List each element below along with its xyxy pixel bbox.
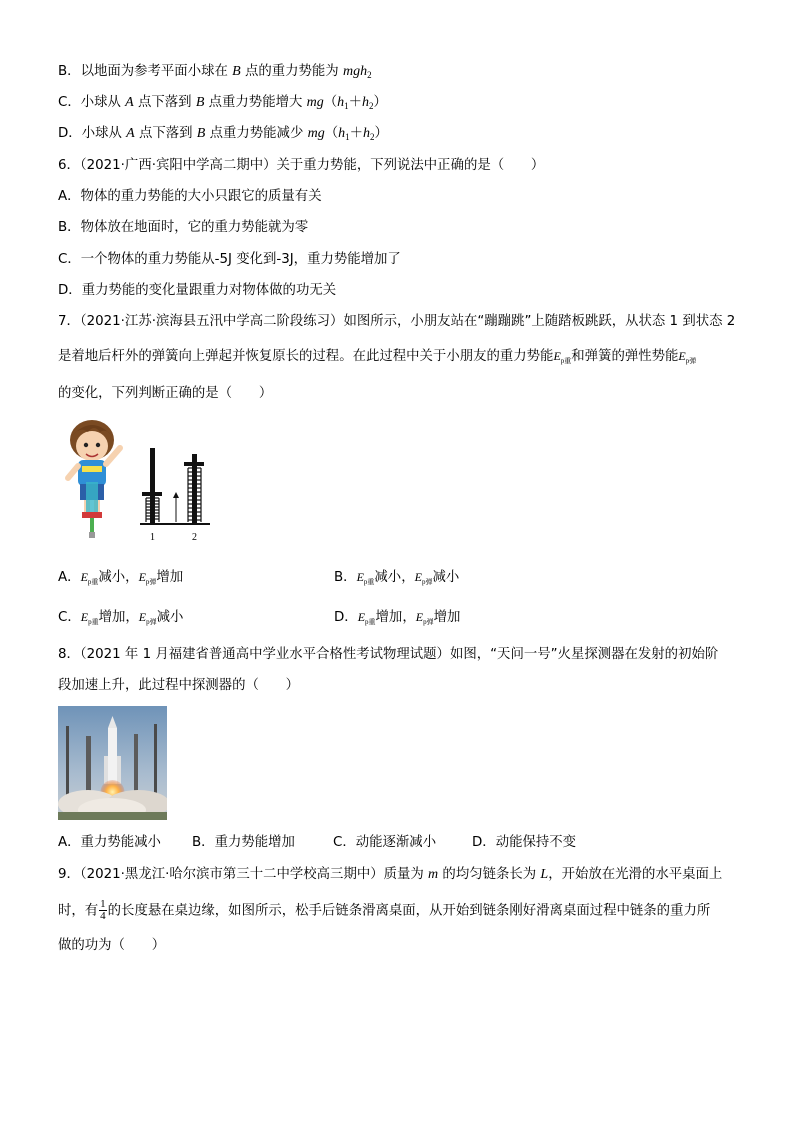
ep-gravity-symbol: $E_{p重}$ xyxy=(80,570,99,586)
q8-option-a: A．重力势能减小 xyxy=(58,835,161,850)
rocket-launch-photo xyxy=(58,706,167,820)
q9-stem2b: 的长度悬在桌边缘，如图所示，松手后链条滑离桌面，从开始到链条刚好滑离桌面过程中链条的重力所 xyxy=(107,903,711,919)
q7-stem2a: 是着地后杆外的弹簧向上弹起并恢复原长的过程。在此过程中关于小朋友的重力势能 xyxy=(58,349,554,364)
ep-gravity-symbol: $E_{p重}$ xyxy=(80,610,99,626)
q9-stem-line1 xyxy=(58,865,722,885)
q5-b-mgh: mgh xyxy=(342,64,368,79)
q9-stem-line3: 做的功为（ ） xyxy=(58,938,166,953)
q6-option-b: B．物体放在地面时，它的重力势能就为零 xyxy=(58,220,309,235)
ep-elastic-symbol: $E_{p弹}$ xyxy=(414,570,433,586)
q9-fraction: $\frac{1}{4}$ xyxy=(100,898,106,922)
ep-elastic-symbol: $E_{p弹}$ xyxy=(138,610,157,626)
q9-stem1c: ，开始放在光滑的水平桌面上 xyxy=(548,867,723,882)
q5-c-a: A xyxy=(125,95,134,110)
q5-d-plus: ＋ xyxy=(349,126,363,141)
q5-d-paren: （ xyxy=(324,126,339,141)
q5-d-b: B xyxy=(196,126,206,141)
q5-d-mg: mg xyxy=(307,126,325,141)
q7-stem-line2 xyxy=(58,346,696,371)
state-2-diagram xyxy=(184,454,204,524)
ep-elastic-symbol: $E_{p弹}$ xyxy=(678,349,697,365)
q7-option-b: B．$E_{p重}$减小，$E_{p弹}$减小 xyxy=(334,570,460,586)
q6-option-d: D．重力势能的变化量跟重力对物体做的功无关 xyxy=(58,283,337,298)
q5-d-h1: h xyxy=(338,126,346,141)
q9-stem1b: 的均匀链条长为 xyxy=(438,867,541,882)
q5-d-text: D．小球从 xyxy=(58,126,127,141)
q5-c-h2: h xyxy=(362,95,370,110)
q8-option-b: B．重力势能增加 xyxy=(192,835,295,850)
q7-option-d: D．$E_{p重}$增加，$E_{p弹}$增加 xyxy=(334,610,461,626)
state-1-diagram xyxy=(142,448,162,524)
q5-c-mg: mg xyxy=(306,95,324,110)
q5-c-s1: 1 xyxy=(344,101,349,111)
q5-c-b: B xyxy=(195,95,205,110)
q9-mass-var: m xyxy=(428,867,439,882)
q9-stem2a: 时，有 xyxy=(58,903,99,919)
ep-elastic-symbol: $E_{p弹}$ xyxy=(415,610,434,626)
q5-c-text: C．小球从 xyxy=(58,95,126,110)
q9-length-var: L xyxy=(540,867,549,882)
q5-b-var: B xyxy=(232,64,241,79)
q7-stem2b: 和弹簧的弹性势能 xyxy=(571,349,679,364)
q5-d-a: A xyxy=(126,126,135,141)
q5-d-close: ） xyxy=(374,126,388,141)
ep-elastic-symbol: $E_{p弹}$ xyxy=(138,570,157,586)
q5-c-mid1: 点下落到 xyxy=(133,95,196,110)
q7-stem-line3: 的变化，下列判断正确的是（ ） xyxy=(58,386,273,401)
q6-stem: 6．（2021·广西·宾阳中学高二期中）关于重力势能，下列说法中正确的是（ ） xyxy=(58,158,545,173)
q5-option-b xyxy=(58,62,372,85)
q5-option-c xyxy=(58,93,387,116)
q5-option-d xyxy=(58,124,388,147)
q9-stem1a: 9．（2021·黑龙江·哈尔滨市第三十二中学校高三期中）质量为 xyxy=(58,867,429,882)
ep-gravity-symbol: $E_{p重}$ xyxy=(553,349,572,365)
pogo-stick-figure xyxy=(60,418,220,548)
q8-option-c: C．动能逐渐减小 xyxy=(333,835,437,850)
q7-option-a: A．$E_{p重}$减小，$E_{p弹}$增加 xyxy=(58,570,184,586)
q8-option-d: D．动能保持不变 xyxy=(472,835,577,850)
q5-d-mid1: 点下落到 xyxy=(134,126,197,141)
q5-d-s1: 1 xyxy=(345,132,350,142)
q5-c-close: ） xyxy=(373,95,387,110)
q5-c-plus: ＋ xyxy=(348,95,363,110)
q6-option-a: A．物体的重力势能的大小只跟它的质量有关 xyxy=(58,189,322,204)
state-2-label: 2 xyxy=(192,532,197,543)
q5-c-h1: h xyxy=(337,95,345,110)
q5-d-h2: h xyxy=(363,126,370,141)
q5-d-mid2: 点重力势能减少 xyxy=(205,126,308,141)
child-illustration xyxy=(68,420,120,538)
ep-gravity-symbol: $E_{p重}$ xyxy=(356,570,375,586)
q7-stem-line1: 7．（2021·江苏·滨海县五汛中学高二阶段练习）如图所示，小朋友站在“蹦蹦跳”上随踏板跳跃，从状态 1 到状态 2 xyxy=(58,314,736,329)
q7-option-c: C．$E_{p重}$增加，$E_{p弹}$减小 xyxy=(58,610,184,626)
q8-stem-line2: 段加速上升，此过程中探测器的（ ） xyxy=(58,678,300,693)
q5-d-s2: 2 xyxy=(370,132,375,142)
q6-option-c: C．一个物体的重力势能从-5J 变化到-3J，重力势能增加了 xyxy=(58,252,401,267)
q5-c-mid2: 点重力势能增大 xyxy=(204,95,307,110)
ep-gravity-symbol: $E_{p重}$ xyxy=(357,610,376,626)
q8-stem-line1: 8．（2021 年 1 月福建省普通高中学业水平合格性考试物理试题）如图，“天问一号”火星探测器在发射的初始阶 xyxy=(58,647,719,662)
q5-b-text: B．以地面为参考平面小球在 xyxy=(58,64,233,79)
q5-b-mid: 点的重力势能为 xyxy=(240,64,343,79)
q9-stem-line2 xyxy=(58,899,710,922)
q5-c-s2: 2 xyxy=(369,101,374,111)
state-1-label: 1 xyxy=(150,532,155,543)
q5-c-paren: （ xyxy=(323,95,338,110)
q5-b-sub: 2 xyxy=(367,70,372,80)
